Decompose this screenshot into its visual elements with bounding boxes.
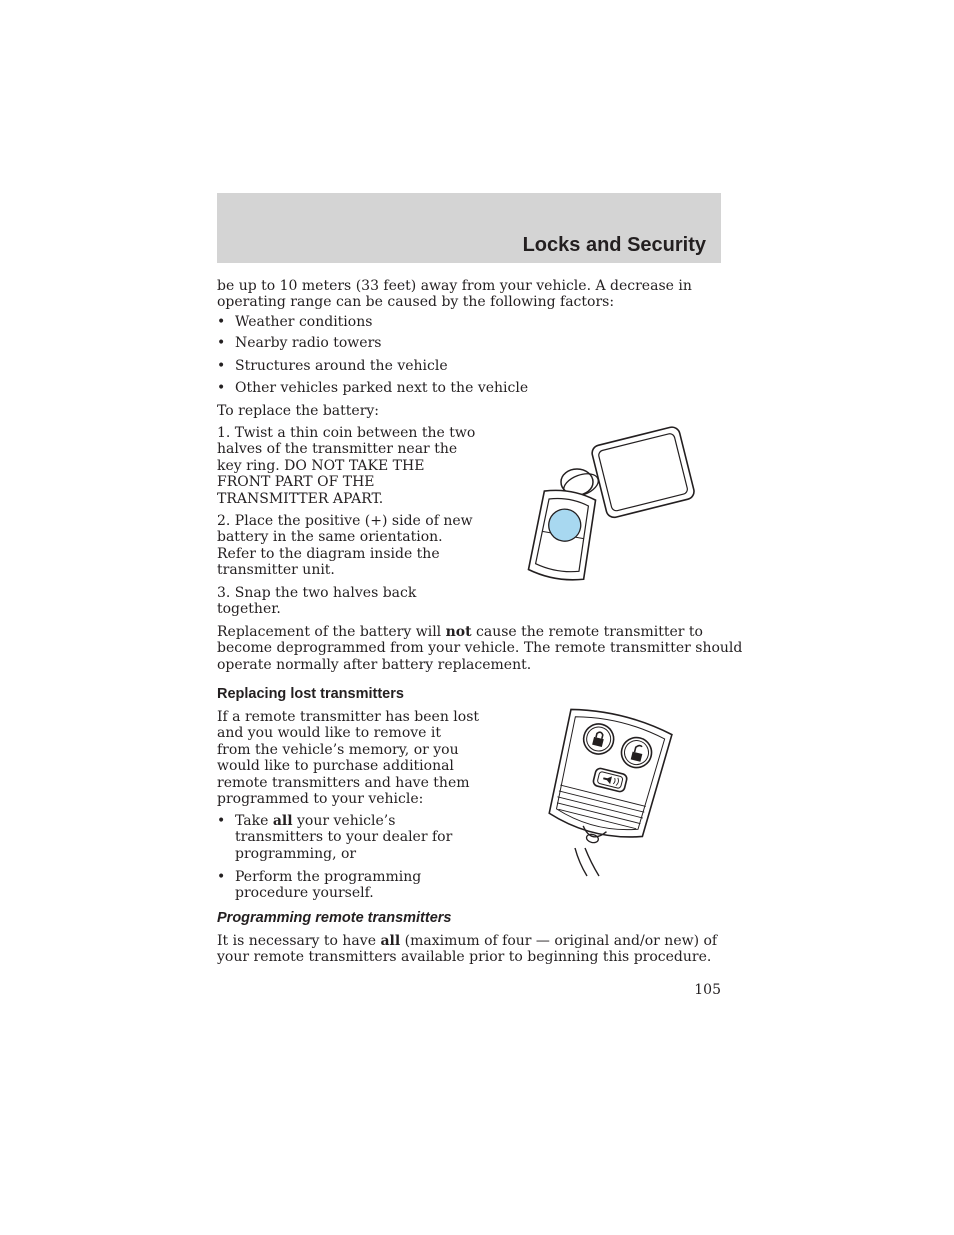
- page-number: 105: [694, 982, 721, 998]
- section-title: Locks and Security: [522, 234, 706, 256]
- heading-programming-remote-transmitters: Programming remote transmitters: [217, 910, 452, 926]
- transmitter-battery-illustration: [515, 425, 695, 595]
- heading-replacing-lost-transmitters: Replacing lost transmitters: [217, 686, 404, 702]
- remote-transmitter-illustration: [535, 708, 675, 880]
- lost-paragraph: If a remote transmitter has been lost and you would like to remove it from the vehicle’s memory, or you would like to purchase additional remote transmitters and have them programmed to your vehicle:: [217, 709, 480, 808]
- intro-paragraph: be up to 10 meters (33 feet) away from your vehicle. A decrease in operating range can be caused by the following factors:: [217, 278, 692, 311]
- section-header-band: [217, 193, 721, 263]
- programming-paragraph: It is necessary to have all (maximum of four — original and/or new) of your remote transmitters available prior to beginning this procedure.: [217, 933, 718, 966]
- battery-step-1: 1. Twist a thin coin between the two halves of the transmitter near the key ring. DO NOT TAKE THE FRONT PART OF THE TRANSMITTER APART.: [217, 425, 476, 507]
- replacement-note: Replacement of the battery will not cause the remote transmitter to become deprogrammed from your vehicle. The remote transmitter should operate normally after battery replacement.: [217, 624, 743, 673]
- battery-lead: To replace the battery:: [217, 403, 380, 419]
- battery-step-3: 3. Snap the two halves back together.: [217, 585, 417, 618]
- battery-step-2: 2. Place the positive (+) side of new battery in the same orientation. Refer to the diagram inside the transmitter unit.: [217, 513, 473, 579]
